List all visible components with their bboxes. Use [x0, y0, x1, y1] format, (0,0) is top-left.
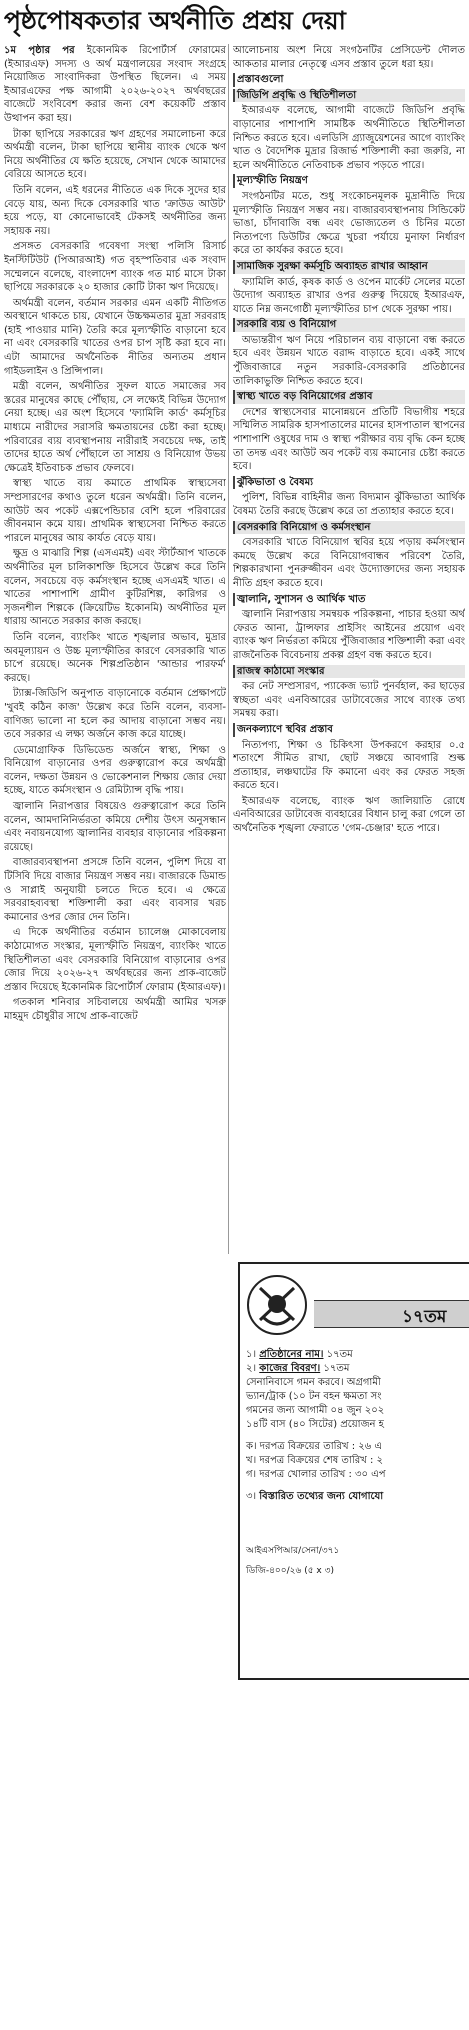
- body-paragraph: ইআরএফ বলেছে, ব্যাংক ঋণ জালিয়াতি রোধে এনবিআরের ডাটাবেজ ব্যবহারের বিধান চালু করা গেলে তা অর্থনৈতিক শৃঙ্খলা ফেরাতে 'গেম-চেঞ্জার' হতে পারে।: [233, 795, 465, 835]
- ad-item-number: ১।: [246, 1349, 257, 1360]
- body-paragraph: সংগঠনটির মতে, শুধু সংকোচনমূলক মুদ্রানীতি দিয়ে মূল্যস্ফীতি নিয়ন্ত্রণ সম্ভব নয়। বাজারব্যবস্থাপনায় সিন্ডিকেট ভাঙা, চাঁদাবাজি বন্ধ এবং ভোজ্যতেল ও চিনির মতো নিত্যপণ্যে ডিউটির ক্ষেত্রে খুচরা পর্যায়ে মুনাফা নির্ধারণ করে তা কার্যকর করতে হবে।: [233, 190, 465, 257]
- intro-text: ইকোনমিক রিপোর্টার্স ফোরামের (ইআরএফ) সদস্য ও অর্থ মন্ত্রণালয়ের সংবাদ সংগ্রহে নিয়োজিত সাংবাদিকরা উপস্থিত ছিলেন। এ সময় ইআরএফের পক্ষ আগামী ২০২৬-২০২৭ অর্থবছরের বাজেটে সংবিবেশ করার জন্য বেশ কয়েকটি প্রস্তাব উত্থাপন করা হয়।: [4, 45, 226, 124]
- body-paragraph: ডেমোগ্রাফিক ডিভিডেন্ড অর্জনে স্বাস্থ্য, শিক্ষা ও বিনিয়োগ বাড়ানোর ওপর গুরুত্বারোপ করে অর্থমন্ত্রী বলেন, দক্ষতা উন্নয়ন ও ভোকেশনাল শিক্ষায় জোর দেয়া হচ্ছে, যাতে কর্মসংস্থান ও রেমিট্যান্স বৃদ্ধি পায়।: [4, 744, 226, 797]
- ad-item-label: প্রতিষ্ঠানের নাম।: [259, 1349, 324, 1360]
- body-paragraph: ট্যাক্স-জিডিপি অনুপাত বাড়ানোকে বর্তমান প্রেক্ষাপটে 'খুবই কঠিন কাজ' উল্লেখ করে তিনি বলেন, ব্যবসা-বাণিজ্য ভালো না হলে কর আদায় বাড়ানো সম্ভব নয়। তবে সরকার এ লক্ষ্য অর্জনে কাজ করে যাচ্ছে।: [4, 688, 226, 741]
- body-paragraph: দেশের স্বাস্থ্যসেবার মানোন্নয়নে প্রতিটি বিভাগীয় শহরে সম্মিলিত সামরিক হাসপাতালের মানের হাসপাতাল স্থাপনের পাশাপাশি ওষুধের দাম ও স্বাস্থ্য পরীক্ষার ব্যয় বৃদ্ধি কেন হচ্ছে তা তদন্ত এবং আউট অব পকেট ব্যয় কমানোর চেষ্টা করতে হবে।: [233, 406, 465, 473]
- body-paragraph: অভ্যন্তরীণ ঋণ নিয়ে পরিচালন ব্যয় বাড়ানো বন্ধ করতে হবে এবং উন্নয়ন খাতে বরাদ্দ বাড়াতে হবে। একই সাথে পুঁজিবাজারে নতুন সরকারি-বেসরকারি প্রতিষ্ঠানের তালিকাভুক্তি নিশ্চিত করতে হবে।: [233, 334, 465, 387]
- ad-text-line: ১৪টি বাস (৪০ সিটের) প্রয়োজন হ: [246, 1419, 384, 1430]
- ad-dates: [246, 1440, 469, 1482]
- ad-title: ১৭তম: [402, 1307, 447, 1327]
- army-emblem-icon: [246, 1274, 308, 1336]
- body-paragraph: আলোচনায় অংশ নিয়ে সংগঠনটির প্রেসিডেন্ট দৌলত আকতার মালার নেতৃত্বে এসব প্রস্তাব তুলে ধরা হয়।: [233, 45, 465, 70]
- ad-body: [246, 1348, 469, 1584]
- ad-footer: [246, 1544, 469, 1578]
- body-paragraph: নিত্যপণ্য, শিক্ষা ও চিকিৎসা উপকরণে করহার ০.৫ শতাংশে সীমিত রাখা, ছোট সঞ্চয়ে আবগারি শুল্ক প্রত্যাহার, লঞ্চঘাটের ফি কমানো এবং কর ফেরত সহজ করতে হবে।: [233, 739, 465, 792]
- headline: পৃষ্ঠপোষকতার অর্থনীতি প্রশ্রয় দেয়া: [4, 6, 346, 35]
- body-paragraph: জ্বালানি নিরাপত্তার বিষয়েও গুরুত্বারোপ করে তিনি বলেন, আমদানিনির্ভরতা কমিয়ে দেশীয় উৎস অনুসন্ধান এবং নবায়নযোগ্য জ্বালানির ব্যবহার বাড়ানোর পরিকল্পনা রয়েছে।: [4, 801, 226, 853]
- ad-item-label: কাজের বিবরণ।: [259, 1363, 321, 1374]
- body-paragraph: বেসরকারি খাতে বিনিয়োগ স্থবির হয়ে পড়ায় কর্মসংস্থান কমছে উল্লেখ করে বিনিয়োগবান্ধব পরিবেশ তৈরি, শিল্পকারখানা পুনরুজ্জীবন এবং উদ্যোক্তাদের জন্য সহায়ক নীতি গ্রহণ করতে হবে।: [233, 537, 465, 589]
- subheading-inflation: মূল্যস্ফীতি নিয়ন্ত্রণ: [233, 174, 465, 188]
- body-paragraph: ফ্যামিলি কার্ড, কৃষক কার্ড ও ওপেন মার্কেট সেলের মতো উদ্যোগ অব্যাহত রাখার ওপর গুরুত্ব দিয়েছে ইআরএফ, যাতে নিম্ন জনগোষ্ঠী মূল্যস্ফীতির চাপ থেকে সুরক্ষা পায়।: [233, 276, 465, 315]
- right-column: [233, 44, 465, 1284]
- body-paragraph: বাজারব্যবস্থাপনা প্রসঙ্গে তিনি বলেন, পুলিশ দিয়ে বা টিসিবি দিয়ে বাজার নিয়ন্ত্রণ সম্ভব নয়। বাজারকে ডিমান্ড ও সাপ্লাই অনুযায়ী চলতে দিতে হবে। এ ক্ষেত্রে সরবরাহব্যবস্থা শক্তিশালী করা এবং ব্যবসার খরচ কমানোর ওপর জোর দেন তিনি।: [4, 857, 226, 923]
- ad-item-number: ২।: [246, 1363, 257, 1374]
- body-paragraph: মন্ত্রী বলেন, অর্থনীতির সুফল যাতে সমাজের সব স্তরের মানুষের কাছে পৌঁছায়, সে লক্ষ্যেই বিভিন্ন উদ্যোগ নেয়া হচ্ছে। এর অংশ হিসেবে 'ফ্যামিলি কার্ড' কর্মসূচির মাধ্যমে নারীদের সরাসরি ক্ষমতায়নের চেষ্টা করা হচ্ছে। পরিবারের ব্যয় ব্যবস্থাপনায় নারীরাই সবচেয়ে দক্ষ, তাই তাদের হাতে অর্থ পৌঁছালে তা সাশ্রয় ও বিনিয়োগ উভয় ক্ষেত্রেই ইতিবাচক প্রভাব ফেলবে।: [4, 381, 226, 474]
- subheading-gdp: জিডিপি প্রবৃদ্ধি ও স্থিতিশীলতা: [233, 89, 465, 103]
- ad-contact-line: [246, 1490, 469, 1504]
- subheading-social-safety: সামাজিক সুরক্ষা কর্মসূচি অব্যাহত রাখার আহ্বান: [233, 260, 465, 274]
- body-paragraph: কর নেট সম্প্রসারণ, প্যাকেজ ভ্যাট পুনর্বহাল, কর ছাড়ের স্বচ্ছতা এবং এনবিআরের ডাটাবেজের সাথে ব্যাংক তথ্য সমন্বয় করা।: [233, 681, 465, 720]
- tender-advertisement: [238, 1262, 469, 1680]
- ad-ispr-code: আইএসপিআর/সেনা/৩৭১: [246, 1546, 340, 1556]
- ad-item-work: [246, 1362, 469, 1376]
- ad-date-opening: গ। দরপত্র খোলার তারিখ : ৩০ এপ: [246, 1469, 386, 1480]
- left-column: [4, 44, 226, 2026]
- subheading-health: স্বাস্থ্য খাতে বড় বিনিয়োগের প্রস্তাব: [233, 390, 465, 404]
- ad-item-organization: [246, 1348, 469, 1362]
- body-paragraph: ক্ষুদ্র ও মাঝারি শিল্প (এসএমই) এবং স্টার্টআপ খাতকে অর্থনীতির মূল চালিকাশক্তি হিসেবে উল্লেখ করে তিনি বলেন, সবচেয়ে বড় কর্মসংস্থান হচ্ছে এসএমই খাত। এ খাতের পাশাপাশি গ্রামীণ কুটিরশিল্প, কারিগর ও সৃজনশীল শিল্পকে (ক্রিয়েটিভ ইকোনমি) অর্থনীতির মূল ধারায় আনতে সরকার কাজ করছে।: [4, 548, 226, 628]
- subheading-private-investment: বেসরকারি বিনিয়োগ ও কর্মসংস্থান: [233, 521, 465, 535]
- ad-item-value: ১৭তম: [326, 1349, 353, 1360]
- continuation-kicker: ১ম পৃষ্ঠার পর: [4, 45, 75, 56]
- ad-text-line: সেনানিবাসে গমন করবে। অগ্রগামী: [246, 1377, 381, 1388]
- body-paragraph: তিনি বলেন, ব্যাংকিং খাতে শৃঙ্খলার অভাব, মুদ্রার অবমূল্যায়ন ও উচ্চ মূল্যস্ফীতির কারণে বেসরকারি খাত চাপে রয়েছে। অনেক শিল্পপ্রতিষ্ঠান 'আন্ডার পারফর্ম' করছে।: [4, 631, 226, 684]
- ad-item-value: ১৭তম: [323, 1363, 350, 1374]
- ad-item-number: ৩।: [246, 1491, 257, 1502]
- body-paragraph: জ্বালানি নিরাপত্তায় সমন্বয়ক পরিকল্পনা, পাচার হওয়া অর্থ ফেরত আনা, ট্রান্সফার প্রাইসিং আইনের প্রয়োগ এবং ব্যাংক ঋণ নির্ভরতা কমিয়ে পুঁজিবাজার শক্তিশালী করা এবং রাজনৈতিক বিবেচনায় প্রকল্প গ্রহণ বন্ধ করতে হবে।: [233, 609, 465, 661]
- ad-date-sale-end: খ। দরপত্র বিক্রয়ের শেষ তারিখ : ২: [246, 1455, 383, 1466]
- body-paragraph: পুলিশ, বিভিন্ন বাহিনীর জন্য বিদ্যমান ঝুঁকিভাতা আর্থিক বৈষম্য তৈরি করছে উল্লেখ করে তা প্রত্যাহার করতে হবে।: [233, 492, 465, 517]
- body-paragraph: গতকাল শনিবার সচিবালয়ে অর্থমন্ত্রী আমির খসরু মাহমুদ চৌধুরীর সাথে প্রাক-বাজেট: [4, 997, 226, 1022]
- subheading-proposals: প্রস্তাবগুলো: [233, 73, 465, 87]
- ad-item-label: বিস্তারিত তথ্যের জন্য যোগাযো: [259, 1491, 384, 1502]
- subheading-spending: সরকারি ব্যয় ও বিনিয়োগ: [233, 318, 465, 332]
- intro-paragraph: [4, 44, 226, 126]
- ad-dg-code: ডিজি-৪০০/২৬ (৫ x ৩): [246, 1566, 334, 1576]
- body-paragraph: প্রসঙ্গত বেসরকারি গবেষণা সংস্থা পলিসি রিসার্চ ইনস্টিটিউট (পিআরআই) গত বৃহস্পতিবার এক সংবাদ সম্মেলনে বলেছে, বাংলাদেশ ব্যাংক গত মার্চ মাসে টাকা ছাপিয়ে সরকারকে ২০ হাজার কোটি টাকা ঋণ দিয়েছে।: [4, 241, 226, 294]
- body-paragraph: অর্থমন্ত্রী বলেন, বর্তমান সরকার এমন একটি নীতিগত অবস্থানে থাকতে চায়, যেখানে উচ্চক্ষমতার মুদ্রা সরবরাহ (হাই পাওয়ার মানি) তৈরি করে মূল্যস্ফীতি বাড়ানো হবে না এবং বেসরকারি খাতের ওপর চাপ সৃষ্টি করা হবে না। এটা আমাদের অর্থনৈতিক নীতির অন্যতম প্রধান গাইডলাইন ও প্রিন্সিপাল।: [4, 297, 226, 377]
- body-paragraph: টাকা ছাপিয়ে সরকারের ঋণ গ্রহণের সমালোচনা করে অর্থমন্ত্রী বলেন, টাকা ছাপিয়ে স্থানীয় ব্যাংক থেকে ঋণ নিয়ে অর্থনীতির যে ক্ষতি হয়েছে, সেখান থেকে আমাদের বেরিয়ে আসতে হবে।: [4, 128, 226, 181]
- ad-text-line: ভ্যান/ট্রাক (১০ টন বহন ক্ষমতা সং: [246, 1391, 382, 1402]
- ad-date-sale: ক। দরপত্র বিক্রয়ের তারিখ : ২৬ এ: [246, 1441, 383, 1452]
- body-paragraph: তিনি বলেন, এই ধরনের নীতিতে এক দিকে সুদের হার বেড়ে যায়, অন্য দিকে বেসরকারি খাত 'ক্রাউড আউট' হয়ে পড়ে, যা কোনোভাবেই টেকসই অর্থনীতির জন্য সহায়ক নয়।: [4, 184, 226, 237]
- subheading-risk-allowance: ঝুঁকিভাতা ও বৈষম্য: [233, 476, 465, 490]
- ad-text-line: গমনের জন্য আগামী ০৪ জুন ২০২: [246, 1405, 385, 1416]
- subheading-revenue: রাজস্ব কাঠামো সংস্কার: [233, 665, 465, 679]
- body-paragraph: ইআরএফ বলেছে, আগামী বাজেটে জিডিপি প্রবৃদ্ধি বাড়ানোর পাশাপাশি সামষ্টিক অর্থনীতিতে স্থিতিশীলতা নিশ্চিত করতে হবে। এলডিসি গ্র্যাজুয়েশনের আগে ব্যাংকিং খাত ও বৈদেশিক মুদ্রার রিজার্ভ শক্তিশালী করা জরুরি, না হলে অর্থনীতিতে নেতিবাচক প্রভাব পড়তে পারে।: [233, 105, 465, 171]
- subheading-public-welfare: জনকল্যাণে স্থবির প্রস্তাব: [233, 723, 465, 737]
- ad-title-band: [314, 1300, 469, 1328]
- column-divider: [228, 44, 229, 1254]
- body-paragraph: স্বাস্থ্য খাতে ব্যয় কমাতে প্রাথমিক স্বাস্থ্যসেবা সম্প্রসারণের কথাও তুলে ধরেন অর্থমন্ত্রী। তিনি বলেন, আউট অব পকেট এক্সপেন্ডিচার বেশি হলে পরিবারের জীবনমান কমে যায়। প্রাথমিক স্বাস্থ্যসেবা নিশ্চিত করতে পারলে মানুষের আয় কার্যত বেড়ে যায়।: [4, 478, 226, 544]
- subheading-energy: জ্বালানি, সুশাসন ও আর্থিক খাত: [233, 593, 465, 607]
- body-paragraph: এ দিকে অর্থনীতির বর্তমান চ্যালেঞ্জ মোকাবেলায় কাঠামোগত সংস্কার, মূল্যস্ফীতি নিয়ন্ত্রণ, ব্যাংকিং খাতে স্থিতিশীলতা এবং বেসরকারি বিনিয়োগ বাড়ানোর ওপর জোর দিয়ে ২০২৬-২৭ অর্থবছরের জন্য প্রাক-বাজেট প্রস্তাব দিয়েছে ইকোনমিক রিপোর্টার্স ফোরাম (ইআরএফ)।: [4, 927, 226, 993]
